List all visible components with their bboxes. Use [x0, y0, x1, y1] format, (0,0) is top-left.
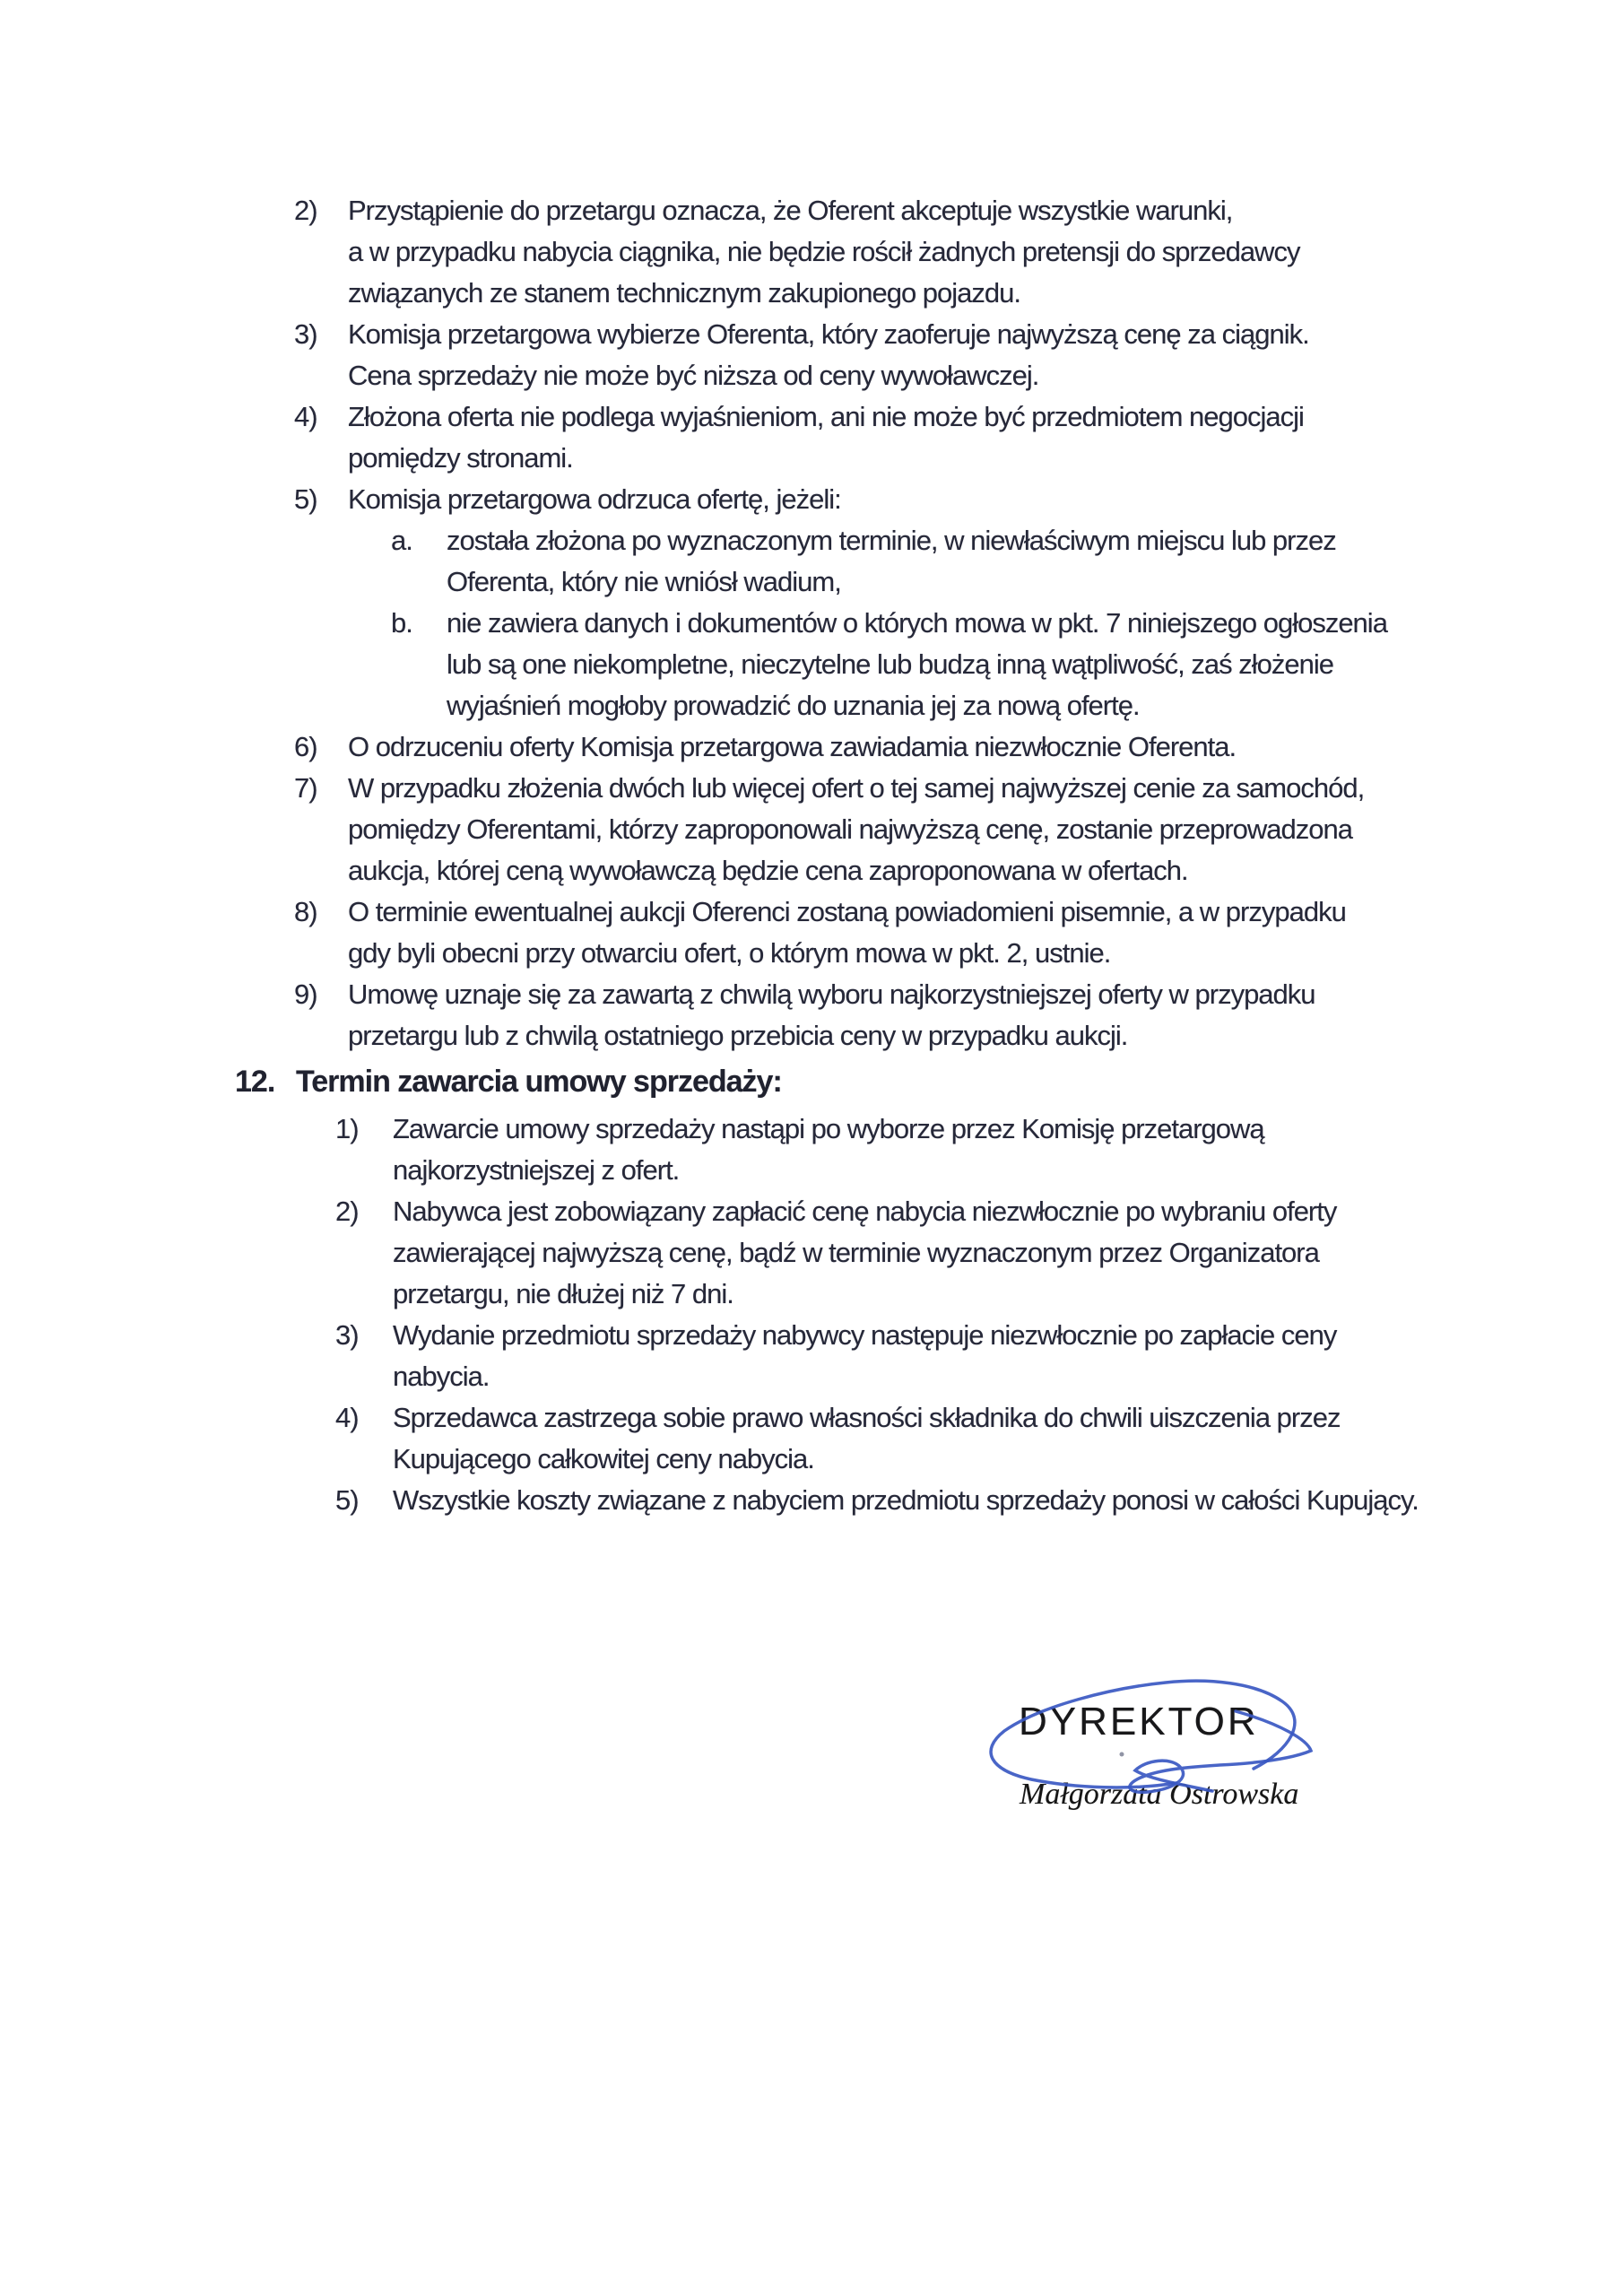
list-item-marker: 3) [335, 1319, 359, 1351]
section-heading-text: Termin zawarcia umowy sprzedaży: [296, 1065, 782, 1099]
list-item-text: a w przypadku nabycia ciągnika, nie będzie rościł żadnych pretensji do sprzedawcy [348, 236, 1300, 267]
list-item-marker: 1) [335, 1113, 359, 1144]
list-item-text: O terminie ewentualnej aukcji Oferenci zostaną powiadomieni pisemnie, a w przypadku [348, 896, 1346, 927]
list-item-line [0, 1480, 1623, 1521]
continuation-line [0, 355, 1623, 396]
continuation-line [0, 1356, 1623, 1397]
continuation-line [0, 561, 1623, 603]
list-item-text: Sprzedawca zastrzega sobie prawo własności składnika do chwili uiszczenia przez [393, 1402, 1341, 1433]
continuation-line [0, 273, 1623, 314]
list-item-text: W przypadku złożenia dwóch lub więcej ofert o tej samej najwyższej cenie za samochód, [348, 772, 1365, 804]
continuation-line [0, 1274, 1623, 1315]
list-item-marker: 5) [294, 483, 317, 515]
list-item-marker: 6) [294, 731, 317, 762]
continuation-line [0, 438, 1623, 479]
list-item-marker: 2) [294, 195, 317, 226]
list-item-text: zawierającej najwyższą cenę, bądź w terminie wyznaczonym przez Organizatora [393, 1237, 1319, 1268]
list-item-text: nabycia. [393, 1361, 490, 1392]
sub-item-line [0, 603, 1623, 644]
signature-ink [959, 1659, 1354, 1812]
list-item-text: Kupującego całkowitej ceny nabycia. [393, 1443, 814, 1474]
list-item-line [0, 1109, 1623, 1150]
list-item-line [0, 190, 1623, 231]
list-item-line [0, 396, 1623, 438]
continuation-line [0, 231, 1623, 273]
list-item-text: pomiędzy Oferentami, którzy zaproponowali najwyższą cenę, zostanie przeprowadzona [348, 813, 1352, 845]
list-item-text: Umowę uznaje się za zawartą z chwilą wyboru najkorzystniejszej oferty w przypadku [348, 978, 1315, 1010]
list-item-marker: 4) [335, 1402, 359, 1433]
list-item-line [0, 1315, 1623, 1356]
list-item-line [0, 314, 1623, 355]
list-item-text: O odrzuceniu oferty Komisja przetargowa zawiadamia niezwłocznie Oferenta. [348, 731, 1237, 762]
list-item-text: aukcja, której ceną wywoławczą będzie cena zaproponowana w ofertach. [348, 855, 1188, 886]
sub-item-text: nie zawiera danych i dokumentów o których mowa w pkt. 7 niniejszego ogłoszenia [447, 607, 1387, 639]
list-item-marker: 2) [335, 1196, 359, 1227]
list-item-text: przetargu, nie dłużej niż 7 dni. [393, 1278, 733, 1309]
continuation-line [0, 1439, 1623, 1480]
list-item-marker: 9) [294, 978, 317, 1010]
list-item-text: Wydanie przedmiotu sprzedaży nabywcy następuje niezwłocznie po zapłacie ceny [393, 1319, 1337, 1351]
continuation-line [0, 809, 1623, 850]
list-item-text: Nabywca jest zobowiązany zapłacić cenę nabycia niezwłocznie po wybraniu oferty [393, 1196, 1337, 1227]
list-item-text: pomiędzy stronami. [348, 442, 573, 474]
signature-ink-flourish [1130, 1711, 1311, 1792]
list-item-text: Wszystkie koszty związane z nabyciem przedmiotu sprzedaży ponosi w całości Kupujący. [393, 1484, 1419, 1516]
continuation-line [0, 1232, 1623, 1274]
list-item-marker: 5) [335, 1484, 359, 1516]
continuation-line [0, 1015, 1623, 1057]
sub-item-text: lub są one niekompletne, nieczytelne lub budzą inną wątpliwość, zaś złożenie [447, 648, 1333, 680]
list-item-text: Cena sprzedaży nie może być niższa od ceny wywoławczej. [348, 360, 1039, 391]
section-heading [0, 1059, 1623, 1104]
list-item-text: związanych ze stanem technicznym zakupionego pojazdu. [348, 277, 1021, 309]
sub-item-marker: b. [391, 607, 412, 639]
director-title: DYREKTOR [1019, 1700, 1259, 1744]
continuation-line [0, 644, 1623, 685]
list-item-line [0, 768, 1623, 809]
section-heading-number: 12. [235, 1065, 275, 1099]
list-item-line [0, 1397, 1623, 1439]
continuation-line [0, 685, 1623, 726]
signer-name: Małgorzata Ostrowska [1020, 1778, 1299, 1811]
list-item-text: najkorzystniejszej z ofert. [393, 1154, 680, 1186]
sub-item-marker: a. [391, 525, 412, 556]
list-item-text: Komisja przetargowa wybierze Oferenta, który zaoferuje najwyższą cenę za ciągnik. [348, 318, 1309, 350]
sub-item-text: Oferenta, który nie wniósł wadium, [447, 566, 841, 597]
sub-item-text: wyjaśnień mogłoby prowadzić do uznania jej za nową ofertę. [447, 690, 1140, 721]
continuation-line [0, 1150, 1623, 1191]
list-item-line [0, 974, 1623, 1015]
continuation-line [0, 850, 1623, 891]
list-item-text: Przystąpienie do przetargu oznacza, że Oferent akceptuje wszystkie warunki, [348, 195, 1233, 226]
list-item-text: Komisja przetargowa odrzuca ofertę, jeżeli: [348, 483, 841, 515]
list-item-line [0, 726, 1623, 768]
list-item-line [0, 891, 1623, 933]
document-body [0, 190, 1623, 1521]
list-item-line [0, 1191, 1623, 1232]
list-item-text: przetargu lub z chwilą ostatniego przebicia ceny w przypadku aukcji. [348, 1020, 1128, 1051]
list-item-text: Złożona oferta nie podlega wyjaśnieniom, ani nie może być przedmiotem negocjacji [348, 401, 1304, 432]
list-item-marker: 3) [294, 318, 317, 350]
list-item-line [0, 479, 1623, 520]
list-item-text: gdy byli obecni przy otwarciu ofert, o którym mowa w pkt. 2, ustnie. [348, 937, 1111, 969]
list-item-marker: 4) [294, 401, 317, 432]
signature-ink-dot [1120, 1752, 1124, 1757]
sub-item-text: została złożona po wyznaczonym terminie, w niewłaściwym miejscu lub przez [447, 525, 1336, 556]
continuation-line [0, 933, 1623, 974]
signature-ink-loop [991, 1681, 1295, 1787]
list-item-marker: 7) [294, 772, 317, 804]
sub-item-line [0, 520, 1623, 561]
list-item-text: Zawarcie umowy sprzedaży nastąpi po wyborze przez Komisję przetargową [393, 1113, 1264, 1144]
list-item-marker: 8) [294, 896, 317, 927]
